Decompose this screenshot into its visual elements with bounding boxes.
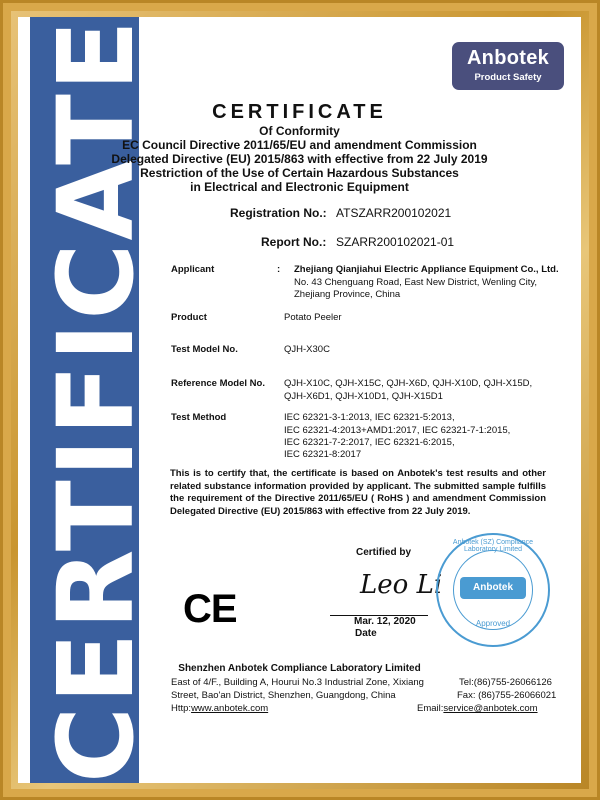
test-method-label: Test Method: [171, 412, 227, 423]
certification-statement: This is to certify that, the certificate is based on Anbotek's test results and other related substance information provided by applicant. The submitted sample fulfills the requirement of the Directive 2011/65/EU ( RoHS ) and amendment Commission Delegated Directive (EU) 2015/863 with effective from 22 July 2019.: [170, 468, 546, 517]
stamp-logo: Anbotek: [460, 577, 526, 599]
footer-http-label: Http:: [171, 703, 192, 714]
stamp-approved: Approved: [475, 619, 511, 628]
band-word: CERTIFICATE: [35, 17, 157, 783]
report-value: SZARR200102021-01: [336, 235, 455, 249]
reference-model-line: QJH-X6D1, QJH-X10D1, QJH-X15D1: [284, 391, 443, 402]
footer-email: [417, 703, 538, 714]
certificate-page: [18, 17, 581, 783]
footer-http: [171, 703, 268, 714]
footer-company: Shenzhen Anbotek Compliance Laboratory Limited: [178, 663, 421, 674]
subtitle-line: in Electrical and Electronic Equipment: [190, 180, 409, 194]
report-label: Report No.:: [261, 235, 327, 249]
product-value: Potato Peeler: [284, 312, 342, 323]
applicant-address-line: No. 43 Chenguang Road, East New District, Wenling City,: [294, 277, 538, 288]
subtitle-line: Restriction of the Use of Certain Hazardous Substances: [140, 166, 459, 180]
test-method-line: IEC 62321-3-1:2013, IEC 62321-5:2013,: [284, 412, 455, 423]
applicant-name: Zhejiang Qianjiahui Electric Appliance Equipment Co., Ltd.: [294, 264, 559, 275]
footer-fax: Fax: (86)755-26066021: [457, 690, 557, 701]
laboratory-stamp: [436, 533, 550, 647]
certified-by-label: Certified by: [356, 547, 412, 558]
test-method-line: IEC 62321-7-2:2017, IEC 62321-6:2015,: [284, 437, 455, 448]
footer-tel: Tel:(86)755-26066126: [459, 677, 552, 688]
signature: Leo Li: [360, 570, 443, 600]
logo-name: Anbotek: [466, 47, 550, 69]
email-link[interactable]: service@anbotek.com: [443, 703, 538, 714]
footer-email-label: Email:: [417, 703, 444, 714]
subtitle-line: Of Conformity: [259, 124, 340, 138]
certificate-title: CERTIFICATE: [212, 101, 387, 123]
test-method-line: IEC 62321-8:2017: [284, 449, 362, 460]
reference-model-line: QJH-X10C, QJH-X15C, QJH-X6D, QJH-X10D, QJH-X15D,: [284, 378, 533, 389]
applicant-colon: :: [277, 264, 281, 275]
test-method-line: IEC 62321-4:2013+AMD1:2017, IEC 62321-7-1:2015,: [284, 425, 511, 436]
footer-address-line: Street, Bao'an District, Shenzhen, Guangdong, China: [171, 690, 396, 701]
footer-address-line: East of 4/F., Building A, Hourui No.3 Industrial Zone, Xixiang: [171, 677, 424, 688]
applicant-label: Applicant: [171, 264, 215, 275]
logo-tagline: Product Safety: [474, 72, 542, 83]
date-value: Mar. 12, 2020: [354, 616, 416, 627]
test-model-label: Test Model No.: [171, 344, 238, 355]
subtitle-line: EC Council Directive 2011/65/EU and amendment Commission: [122, 138, 477, 152]
stamp-ring-text: Anbotek (SZ) Compliance Laboratory Limited: [452, 539, 534, 553]
test-model-value: QJH-X30C: [284, 344, 330, 355]
anbotek-logo: [452, 42, 564, 90]
applicant-address-line: Zhejiang Province, China: [294, 289, 401, 300]
website-link[interactable]: www.anbotek.com: [191, 703, 269, 714]
registration-label: Registration No.:: [230, 206, 327, 220]
product-label: Product: [171, 312, 207, 323]
date-label: Date: [355, 628, 377, 639]
registration-value: ATSZARR200102021: [336, 206, 452, 220]
subtitle-line: Delegated Directive (EU) 2015/863 with effective from 22 July 2019: [111, 152, 488, 166]
reference-model-label: Reference Model No.: [171, 378, 265, 389]
ce-mark: CE: [183, 587, 237, 631]
